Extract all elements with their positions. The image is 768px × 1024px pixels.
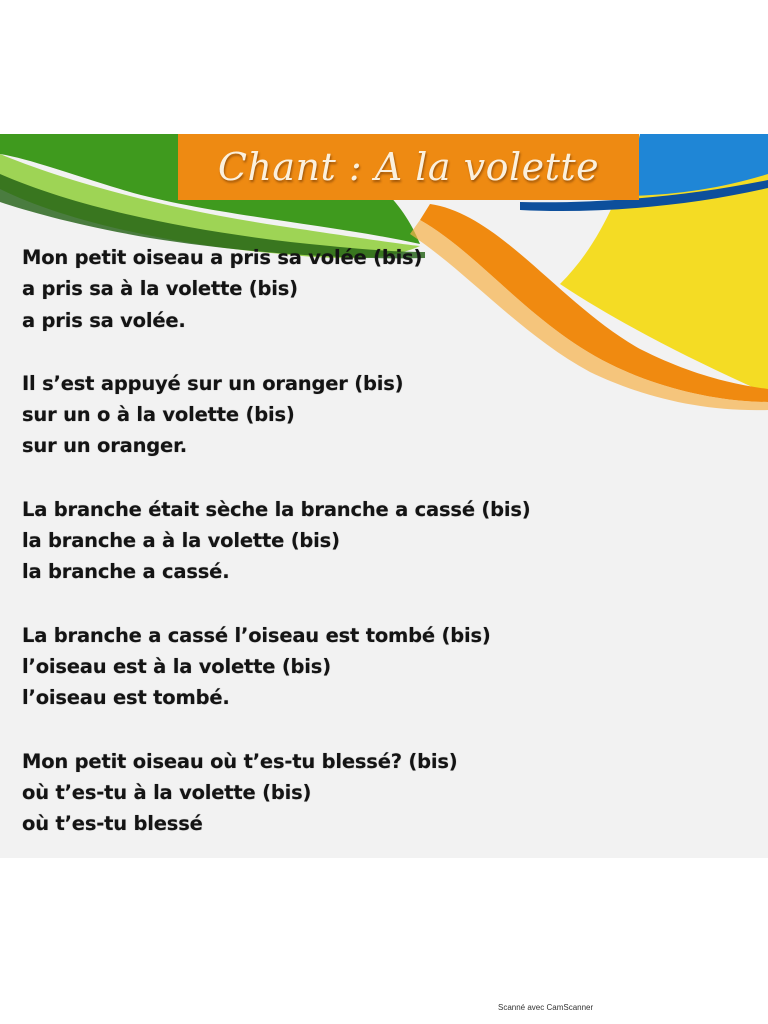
stanza (22, 494, 752, 588)
lyric-line: sur un o à la volette (bis) (22, 403, 295, 427)
stanza (22, 620, 752, 714)
lyric-line: La branche était sèche la branche a cassé (bis) (22, 497, 531, 521)
lyric-line: Mon petit oiseau a pris sa volée (bis) (22, 246, 423, 269)
lyric-line: a pris sa à la volette (bis) (22, 277, 298, 301)
lyric-line: où t’es-tu à la volette (bis) (22, 780, 312, 804)
page-title: Chant : A la volette (217, 145, 600, 189)
lyric-line: La branche a cassé l’oiseau est tombé (bis) (22, 623, 491, 647)
lyric-line: Il s’est appuyé sur un oranger (bis) (22, 371, 404, 395)
title-banner (178, 134, 639, 200)
lyric-line: a pris sa volée. (22, 308, 186, 332)
lyrics (22, 242, 752, 858)
song-card (0, 134, 768, 858)
stanza (22, 746, 752, 840)
lyric-line: l’oiseau est tombé. (22, 686, 230, 710)
lyric-line: l’oiseau est à la volette (bis) (22, 654, 331, 678)
lyric-line: où t’es-tu blessé (22, 812, 203, 836)
scanner-footer: Scanné avec CamScanner (498, 1003, 594, 1012)
lyric-line: sur un oranger. (22, 434, 187, 458)
lyric-line: la branche a cassé. (22, 560, 230, 584)
stanza (22, 242, 752, 336)
lyric-line: Mon petit oiseau où t’es-tu blessé? (bis) (22, 749, 458, 773)
lyric-line: la branche a à la volette (bis) (22, 529, 340, 553)
stanza (22, 368, 752, 462)
